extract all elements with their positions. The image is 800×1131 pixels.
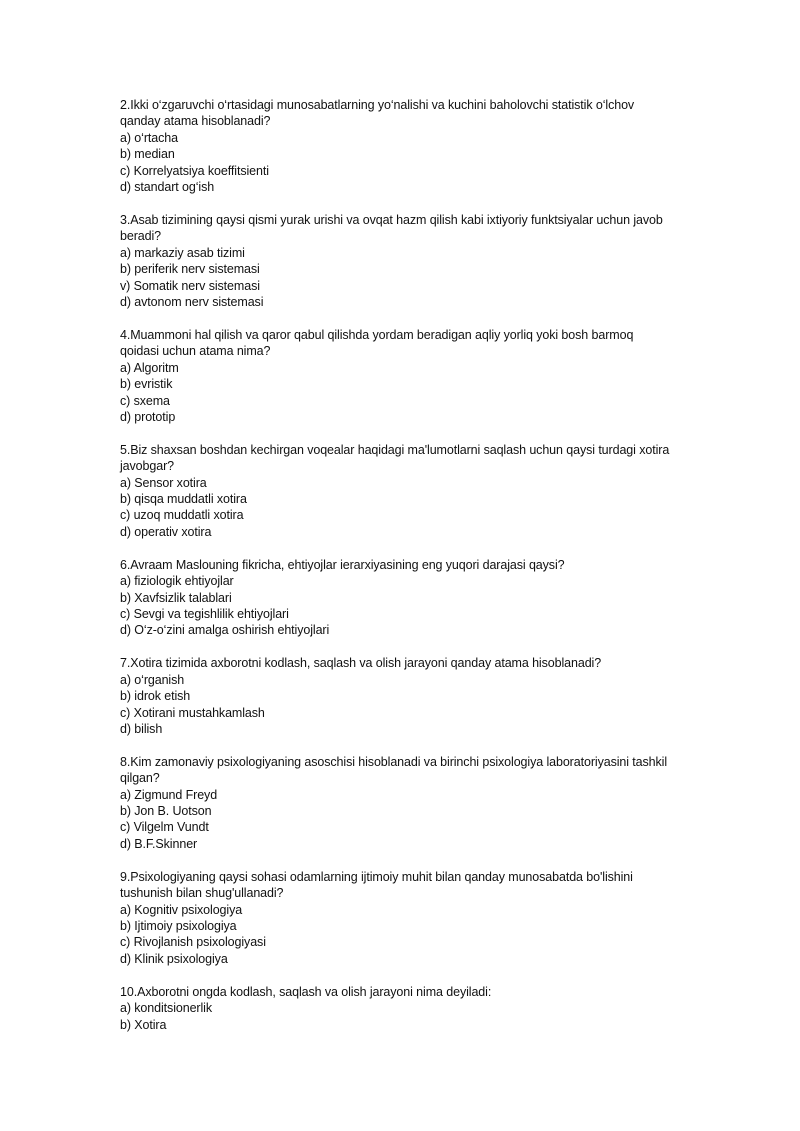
answer-option: d) avtonom nerv sistemasi	[120, 294, 264, 309]
answer-option: c) Korrelyatsiya koeffitsienti	[120, 163, 269, 178]
question-text: 5.Biz shaxsan boshdan kechirgan voqealar haqidagi ma'lumotlarni saqlash uchun qaysi turdagi xotira	[120, 442, 670, 457]
answer-option: a) Sensor xotira	[120, 475, 207, 490]
answer-option: b) Ijtimoiy psixologiya	[120, 918, 237, 933]
question-text: 3.Asab tizimining qaysi qismi yurak urishi va ovqat hazm qilish kabi ixtiyoriy funktsiyalar uchun javob	[120, 212, 663, 227]
question-4	[120, 327, 680, 425]
question-text: qoidasi uchun atama nima?	[120, 344, 271, 359]
answer-option: a) o‘rtacha	[120, 130, 178, 145]
answer-option: v) Somatik nerv sistemasi	[120, 278, 260, 293]
answer-option: d) standart og‘ish	[120, 180, 215, 195]
answer-option: d) O‘z-o‘zini amalga oshirish ehtiyojlari	[120, 623, 330, 638]
question-10	[120, 984, 680, 1033]
question-text: 9.Psixologiyaning qaysi sohasi odamlarning ijtimoiy muhit bilan qanday munosabatda bo'lishini	[120, 869, 633, 884]
answer-option: d) operativ xotira	[120, 524, 212, 539]
answer-option: a) Algoritm	[120, 360, 179, 375]
question-text: javobgar?	[120, 459, 175, 474]
answer-option: a) o‘rganish	[120, 672, 185, 687]
answer-option: d) prototip	[120, 409, 176, 424]
answer-option: b) idrok etish	[120, 689, 191, 704]
answer-option: a) Zigmund Freyd	[120, 787, 218, 802]
answer-option: a) konditsionerlik	[120, 1001, 212, 1016]
question-5	[120, 442, 680, 540]
answer-option: b) Jon B. Uotson	[120, 804, 212, 819]
answer-option: c) Sevgi va tegishlilik ehtiyojlari	[120, 606, 289, 621]
question-text: qilgan?	[120, 771, 160, 786]
answer-option: b) median	[120, 147, 175, 162]
answer-option: d) bilish	[120, 721, 163, 736]
question-6	[120, 557, 680, 639]
answer-option: a) Kognitiv psixologiya	[120, 902, 243, 917]
answer-option: a) markaziy asab tizimi	[120, 245, 245, 260]
answer-option: c) Rivojlanish psixologiyasi	[120, 935, 266, 950]
answer-option: c) Vilgelm Vundt	[120, 820, 209, 835]
answer-option: a) fiziologik ehtiyojlar	[120, 574, 234, 589]
question-2	[120, 97, 680, 195]
answer-option: b) periferik nerv sistemasi	[120, 262, 260, 277]
answer-option: b) qisqa muddatli xotira	[120, 492, 247, 507]
question-text: tushunish bilan shug'ullanadi?	[120, 886, 284, 901]
answer-option: b) Xavfsizlik talablari	[120, 590, 232, 605]
question-7	[120, 655, 680, 737]
question-text: qanday atama hisoblanadi?	[120, 114, 271, 129]
question-3	[120, 212, 680, 310]
answer-option: c) sxema	[120, 393, 170, 408]
answer-option: b) evristik	[120, 377, 173, 392]
question-text: 7.Xotira tizimida axborotni kodlash, saqlash va olish jarayoni qanday atama hisoblanadi?	[120, 656, 602, 671]
answer-option: c) Xotirani mustahkamlash	[120, 705, 265, 720]
question-text: 2.Ikki o‘zgaruvchi o‘rtasidagi munosabatlarning yo‘nalishi va kuchini baholovchi statistik o‘lchov	[120, 98, 635, 112]
answer-option: c) uzoq muddatli xotira	[120, 508, 244, 523]
answer-option: d) B.F.Skinner	[120, 836, 198, 851]
document-page	[120, 97, 680, 1049]
question-text: 6.Avraam Maslouning fikricha, ehtiyojlar ierarxiyasining eng yuqori darajasi qaysi?	[120, 557, 565, 572]
answer-option: d) Klinik psixologiya	[120, 951, 228, 966]
question-text: beradi?	[120, 229, 161, 244]
question-9	[120, 869, 680, 967]
question-text: 8.Kim zamonaviy psixologiyaning asoschisi hisoblanadi va birinchi psixologiya laboratoriyasini tashkil	[120, 754, 668, 769]
question-8	[120, 754, 680, 852]
question-text: 4.Muammoni hal qilish va qaror qabul qilishda yordam beradigan aqliy yorliq yoki bosh barmoq	[120, 327, 634, 342]
question-text: 10.Axborotni ongda kodlash, saqlash va olish jarayoni nima deyiladi:	[120, 984, 492, 999]
answer-option: b) Xotira	[120, 1017, 167, 1032]
